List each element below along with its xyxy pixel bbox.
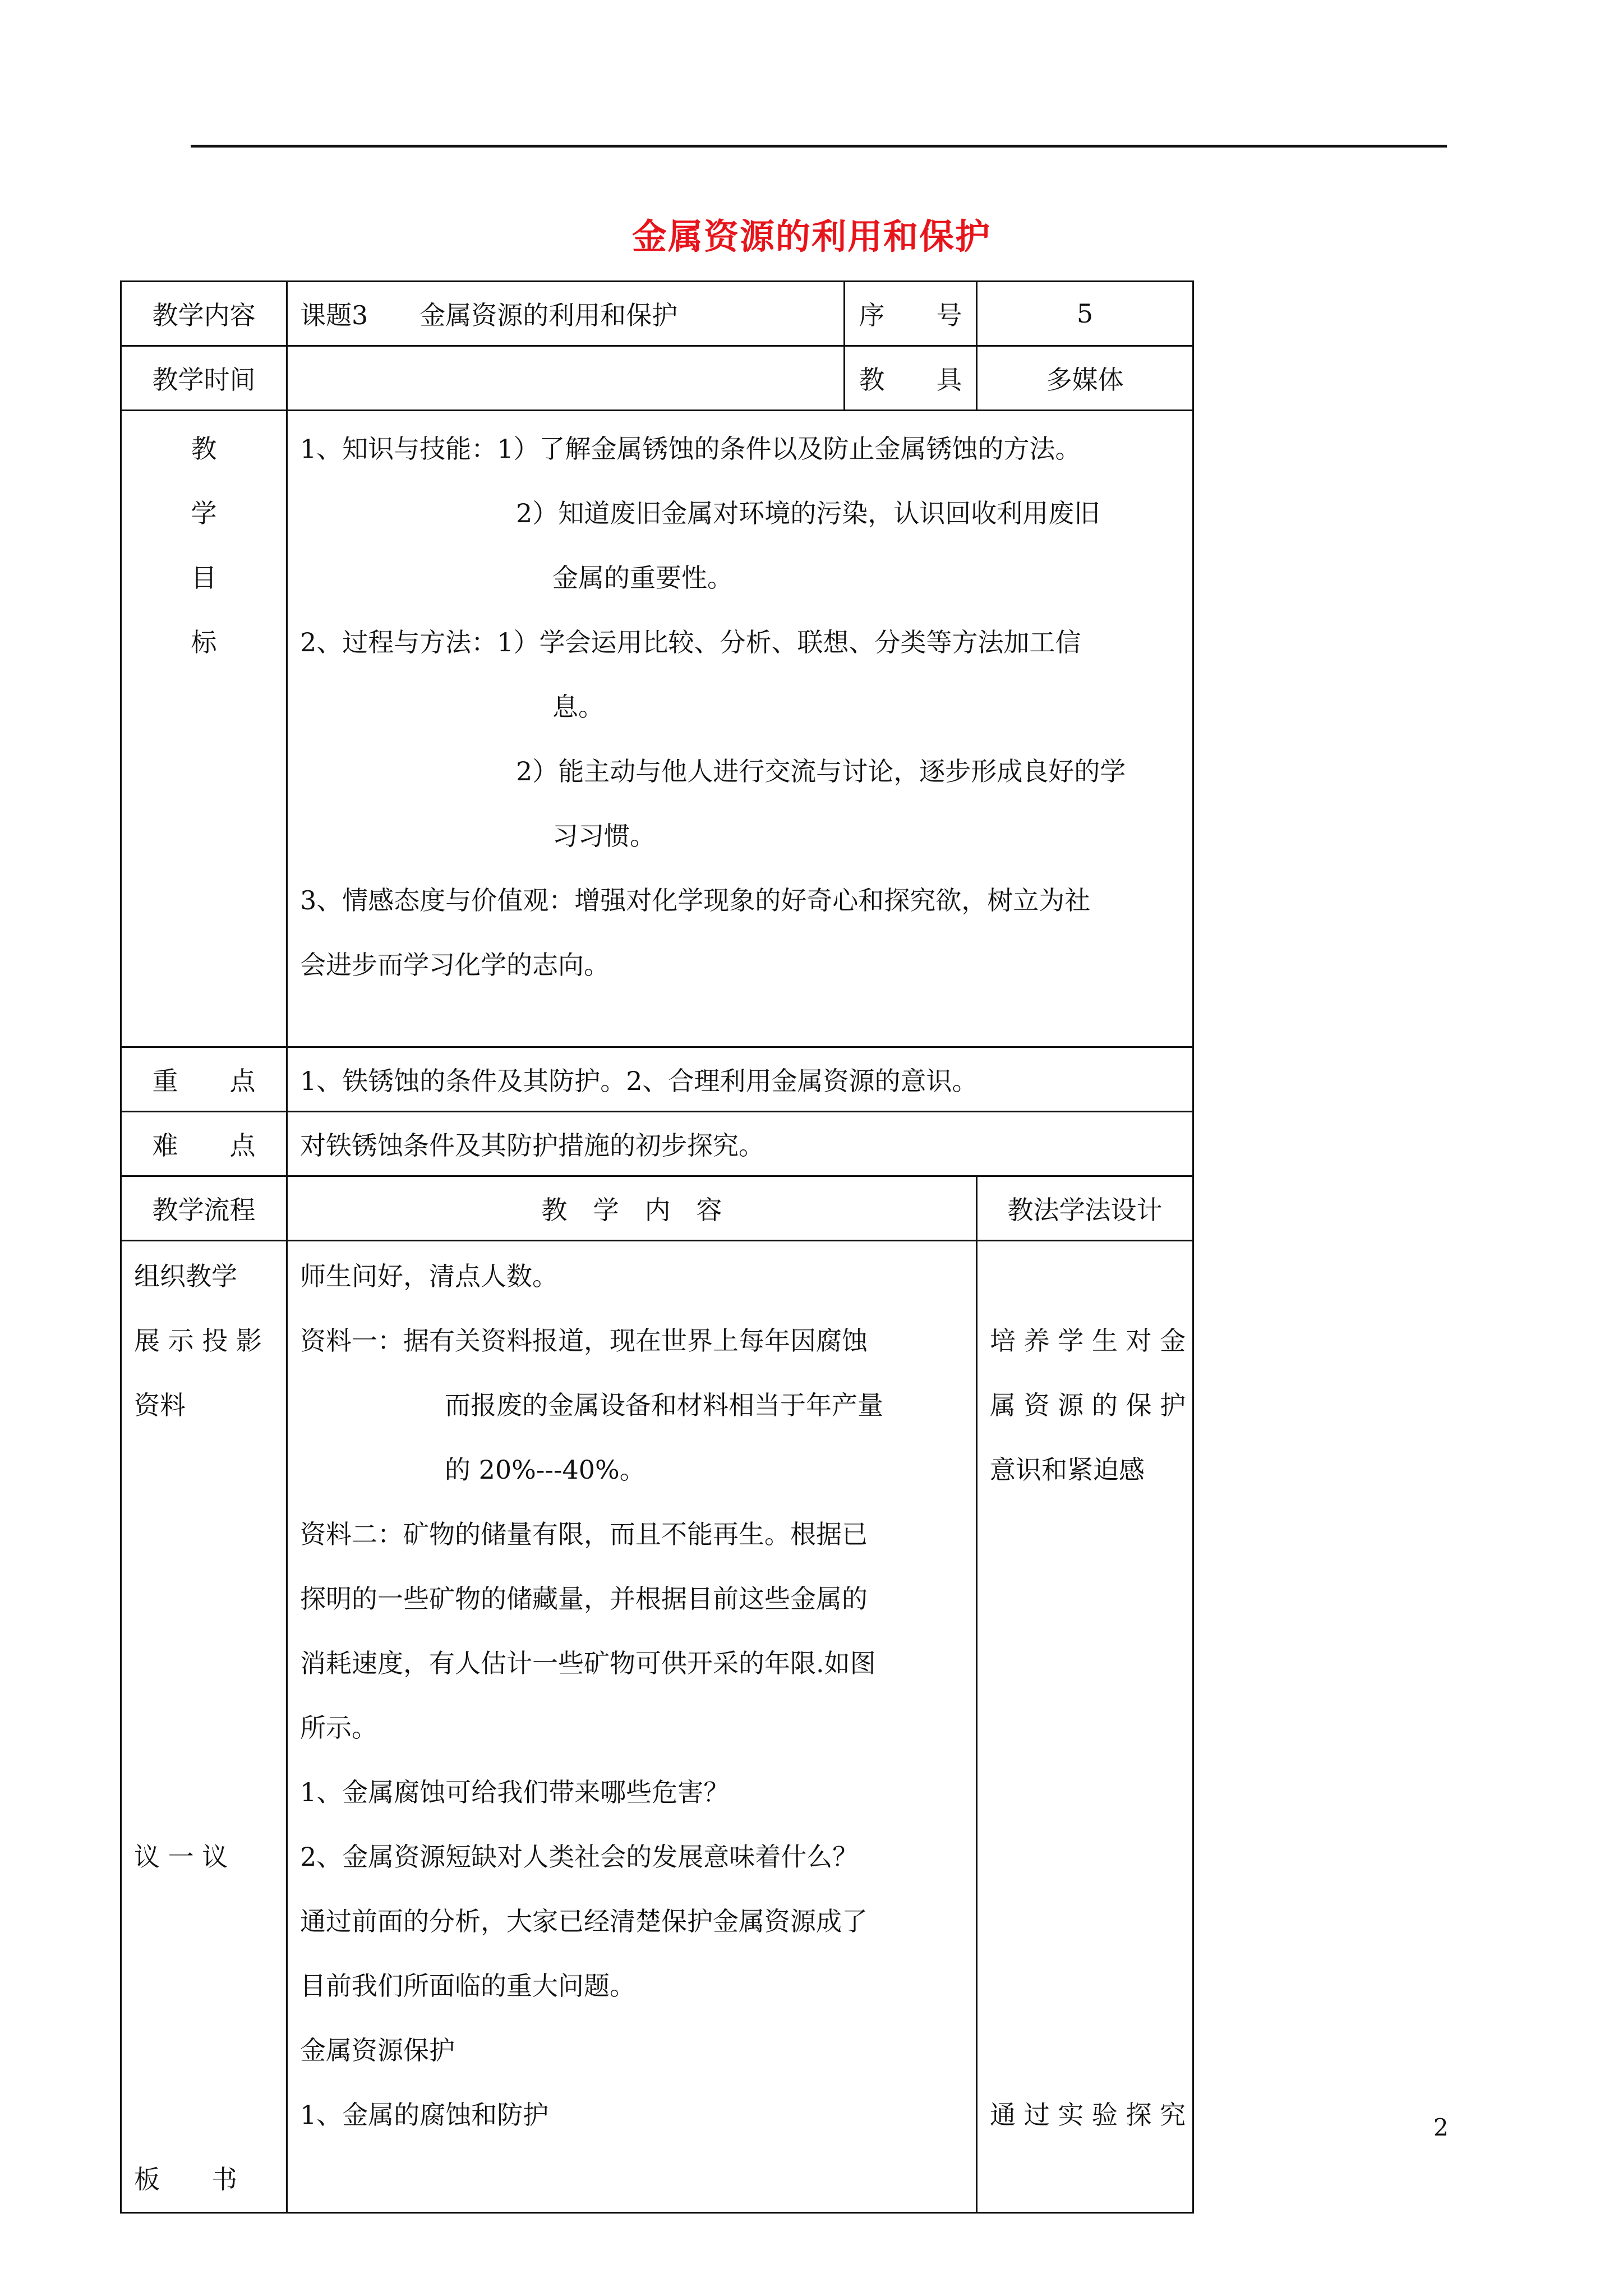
flow-step-spacer bbox=[134, 1438, 274, 1825]
content-value: 课题3 金属资源的利用和保护 bbox=[287, 282, 845, 346]
flow-content-line: 1、金属的腐蚀和防护 bbox=[300, 2100, 549, 2130]
tools-label: 教 具 bbox=[845, 346, 977, 411]
objective-line: 会进步而学习化学的志向。 bbox=[300, 950, 610, 980]
flow-content-line: 的 20%---40%。 bbox=[445, 1455, 645, 1485]
objective-line: 2）能主动与他人进行交流与讨论，逐步形成良好的学 bbox=[516, 756, 1126, 786]
row-content bbox=[121, 282, 1193, 346]
flow-method-line: 培 养 学 生 对 金 bbox=[990, 1326, 1186, 1356]
objective-line: 习习惯。 bbox=[552, 821, 656, 851]
flow-method-line: 属 资 源 的 保 护 bbox=[990, 1390, 1186, 1420]
flow-content-line: 消耗速度，有人估计一些矿物可供开采的年限.如图 bbox=[300, 1648, 876, 1678]
flow-header-steps: 教学流程 bbox=[121, 1176, 287, 1241]
row-time bbox=[121, 346, 1193, 411]
objective-line: 息。 bbox=[552, 692, 604, 722]
objectives-label-char: 学 bbox=[191, 498, 217, 528]
flow-content-line: 所示。 bbox=[300, 1713, 377, 1743]
flow-content-line: 资料一：据有关资料报道，现在世界上每年因腐蚀 bbox=[300, 1326, 868, 1356]
objective-line: 2、过程与方法：1）学会运用比较、分析、联想、分类等方法加工信 bbox=[300, 627, 1081, 657]
tools-value: 多媒体 bbox=[977, 346, 1193, 411]
flow-header-methods: 教法学法设计 bbox=[977, 1176, 1193, 1241]
objective-line: 3、情感态度与价值观：增强对化学现象的好奇心和探究欲，树立为社 bbox=[300, 885, 1091, 915]
header-rule bbox=[191, 145, 1447, 148]
flow-content-line: 师生问好，清点人数。 bbox=[300, 1261, 558, 1291]
row-key-point bbox=[121, 1047, 1193, 1112]
objectives-label bbox=[121, 411, 287, 1047]
objective-line: 2）知道废旧金属对环境的污染，认识回收利用废旧 bbox=[516, 498, 1100, 528]
time-value bbox=[287, 346, 845, 411]
difficulty-label: 难 点 bbox=[121, 1112, 287, 1176]
page-number: 2 bbox=[1433, 2114, 1449, 2141]
flow-content-line: 目前我们所面临的重大问题。 bbox=[300, 1971, 635, 2001]
objective-line: 1、知识与技能：1）了解金属锈蚀的条件以及防止金属锈蚀的方法。 bbox=[300, 434, 1081, 464]
objectives-label-char: 目 bbox=[191, 563, 217, 593]
objectives-label-char: 教 bbox=[191, 434, 217, 464]
row-objectives bbox=[121, 411, 1193, 1047]
flow-content-line: 2、金属资源短缺对人类社会的发展意味着什么？ bbox=[300, 1842, 859, 1872]
flow-content-line: 金属资源保护 bbox=[300, 2035, 455, 2065]
seq-value: 5 bbox=[977, 282, 1193, 346]
flow-content-line: 通过前面的分析，大家已经清楚保护金属资源成了 bbox=[300, 1906, 868, 1936]
row-flow-body bbox=[121, 1241, 1193, 2213]
row-difficulty bbox=[121, 1112, 1193, 1176]
flow-method-line: 通 过 实 验 探 究 bbox=[990, 2100, 1186, 2130]
flow-content bbox=[287, 1241, 977, 2213]
flow-method-spacer bbox=[990, 1244, 1180, 1309]
time-label: 教学时间 bbox=[121, 346, 287, 411]
flow-method-spacer bbox=[990, 1502, 1180, 2083]
flow-step: 资料 bbox=[134, 1390, 186, 1420]
flow-step: 议 一 议 bbox=[134, 1842, 228, 1872]
objective-line: 金属的重要性。 bbox=[552, 563, 733, 593]
lesson-plan-table bbox=[120, 280, 1194, 2214]
flow-steps bbox=[121, 1241, 287, 2213]
flow-step: 展 示 投 影 bbox=[134, 1326, 262, 1356]
flow-header-content: 教 学 内 容 bbox=[287, 1176, 977, 1241]
flow-content-line: 资料二：矿物的储量有限，而且不能再生。根据已 bbox=[300, 1519, 868, 1549]
difficulty-value: 对铁锈蚀条件及其防护措施的初步探究。 bbox=[287, 1112, 1193, 1176]
key-point-value: 1、铁锈蚀的条件及其防护。2、合理利用金属资源的意识。 bbox=[287, 1047, 1193, 1112]
seq-label: 序 号 bbox=[845, 282, 977, 346]
flow-content-line: 1、金属腐蚀可给我们带来哪些危害？ bbox=[300, 1777, 730, 1807]
page-title: 金属资源的利用和保护 bbox=[631, 216, 991, 257]
flow-content-line: 探明的一些矿物的储藏量，并根据目前这些金属的 bbox=[300, 1584, 868, 1614]
row-flow-header bbox=[121, 1176, 1193, 1241]
objectives-label-char: 标 bbox=[191, 627, 217, 657]
flow-method-line: 意识和紧迫感 bbox=[990, 1455, 1145, 1485]
content-label: 教学内容 bbox=[121, 282, 287, 346]
flow-step-spacer bbox=[134, 1889, 274, 2147]
flow-methods bbox=[977, 1241, 1193, 2213]
key-point-label: 重 点 bbox=[121, 1047, 287, 1112]
flow-content-line: 而报废的金属设备和材料相当于年产量 bbox=[445, 1390, 883, 1420]
objectives-content bbox=[287, 411, 1193, 1047]
flow-step: 组织教学 bbox=[134, 1261, 237, 1291]
flow-step: 板 书 bbox=[134, 2164, 237, 2194]
